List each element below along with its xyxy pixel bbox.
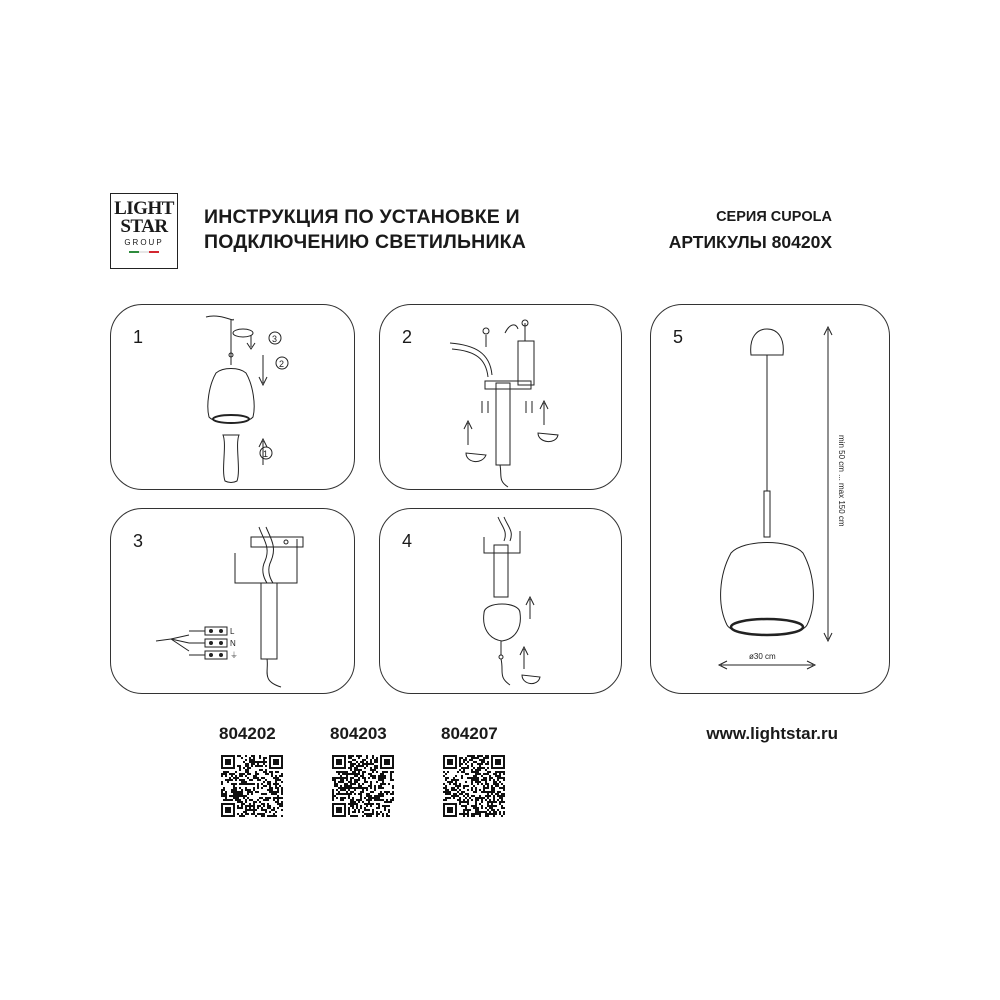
sku-804207: 804207 (441, 724, 498, 743)
brand-logo (110, 193, 178, 269)
step-number: 4 (402, 531, 413, 551)
qr-code-804203[interactable] (332, 755, 394, 817)
logo-line3: GROUP (124, 238, 164, 247)
step-2-illustration (380, 305, 623, 491)
step-number: 5 (673, 327, 684, 347)
step-3-panel (110, 508, 355, 694)
step-4-illustration (380, 509, 623, 695)
step-5-illustration (651, 305, 891, 695)
qr-code-804207[interactable] (443, 755, 505, 817)
logo-line1: LIGHT (114, 198, 174, 219)
series-name: СЕРИЯ CUPOLA (716, 209, 832, 225)
step-3-illustration (111, 509, 356, 695)
step-2-panel (379, 304, 622, 490)
terminal-label-l: L (230, 627, 235, 636)
series-block (669, 205, 832, 255)
step-1-illustration (111, 305, 356, 491)
terminal-label-earth: ⏚ (230, 651, 238, 660)
sku-804203: 804203 (330, 724, 387, 743)
title-line1: ИНСТРУКЦИЯ ПО УСТАНОВКЕ И (204, 206, 520, 228)
step-4-panel (379, 508, 622, 694)
logo-line2: STAR (120, 216, 168, 237)
step-number: 2 (402, 327, 413, 347)
callout-2: 2 (279, 359, 285, 369)
article-numbers: АРТИКУЛЫ 80420X (668, 232, 832, 252)
callout-3: 3 (272, 334, 278, 344)
callout-1: 1 (263, 449, 269, 459)
step-number: 1 (133, 327, 144, 347)
diameter-label: ø30 cm (749, 652, 776, 661)
title-line2: ПОДКЛЮЧЕНИЮ СВЕТИЛЬНИКА (204, 231, 527, 253)
step-number: 3 (133, 531, 144, 551)
step-1-panel (110, 304, 355, 490)
document-title (204, 205, 526, 255)
step-5-panel (650, 304, 890, 694)
height-range-label: min 50 cm ... max 150 cm (837, 435, 846, 527)
italian-flag-stripe (111, 251, 177, 253)
sku-804202: 804202 (219, 724, 276, 743)
qr-code-804202[interactable] (221, 755, 283, 817)
website-link[interactable]: www.lightstar.ru (706, 724, 838, 743)
terminal-label-n: N (230, 639, 236, 648)
